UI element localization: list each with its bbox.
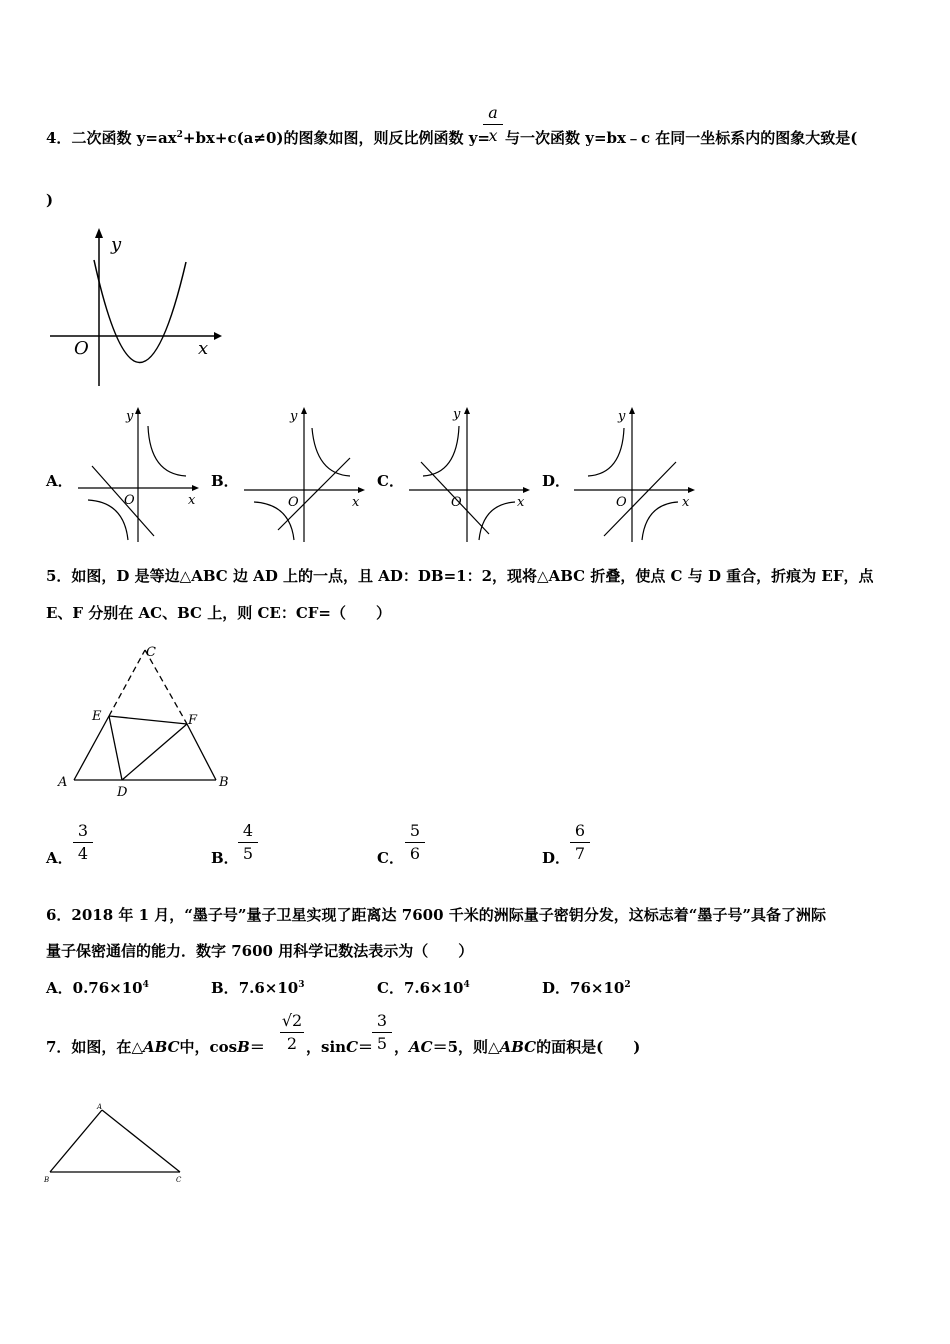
- q5-option-a-fraction[interactable]: 3 4: [73, 822, 93, 863]
- q7-cos-fraction: √2 2: [281, 1011, 303, 1053]
- q5-option-c-fraction[interactable]: 5 6: [405, 822, 425, 863]
- q4-option-a-y-label: y: [126, 409, 134, 424]
- q5-point-b-label: B: [219, 775, 229, 790]
- q7-stem-part2: ，sinC＝: [306, 1038, 374, 1056]
- q4-option-d-x-label: x: [682, 495, 690, 510]
- q5-option-d-label[interactable]: D．: [542, 849, 571, 867]
- q5-triangle-figure: [54, 640, 244, 800]
- q4-option-c-x-label: x: [517, 495, 525, 510]
- q6-stem-line1: 6．2018 年 1 月，“墨子号”量子卫星实现了距离达 7600 千米的洲际量子密钥分发，这标志着“墨子号”具备了洲际: [46, 906, 826, 924]
- q6-option-b[interactable]: B．$7.6\times 10^3$: [211, 979, 305, 997]
- q7-sin-fraction: 3 5: [372, 1012, 392, 1053]
- q7-triangle-figure: [42, 1100, 192, 1190]
- q4-option-a-origin-label: O: [124, 493, 135, 508]
- q7-point-c-label: C: [176, 1176, 182, 1184]
- q4-option-a-graph[interactable]: [74, 404, 204, 544]
- q4-option-c-origin-label: O: [451, 495, 462, 510]
- q4-option-c-label[interactable]: C．: [377, 472, 404, 490]
- q6-option-d[interactable]: D．$76\times 10^2$: [542, 979, 631, 997]
- q7-stem-part1: 7．如图，在△ABC中，cosB＝: [46, 1038, 265, 1056]
- q5-stem-line2: E、F 分别在 AC、BC 上，则 CE：CF=（ ）: [46, 604, 391, 622]
- q5-point-f-label: F: [188, 713, 198, 728]
- q4-main-x-label: x: [198, 338, 209, 359]
- q4-option-b-graph[interactable]: [240, 404, 370, 544]
- q4-option-d-label[interactable]: D．: [542, 472, 571, 490]
- q6-option-a[interactable]: A．$0.76\times 10^4$: [46, 979, 149, 997]
- q4-option-d-graph[interactable]: [570, 404, 700, 544]
- q7-stem-part3: ，AC＝5，则△ABC的面积是( ): [394, 1038, 641, 1056]
- q7-point-a-label: A: [97, 1103, 103, 1111]
- q4-option-d-origin-label: O: [616, 495, 627, 510]
- q4-option-c-y-label: y: [453, 407, 461, 422]
- q5-option-b-fraction[interactable]: 4 5: [238, 822, 258, 863]
- q5-option-d-fraction[interactable]: 6 7: [570, 822, 590, 863]
- q5-option-a-label[interactable]: A．: [46, 849, 73, 867]
- q5-option-b-label[interactable]: B．: [211, 849, 239, 867]
- q5-point-d-label: D: [117, 785, 128, 800]
- q4-option-b-x-label: x: [352, 495, 360, 510]
- q6-stem-line2: 量子保密通信的能力．数字 7600 用科学记数法表示为（ ）: [46, 942, 474, 960]
- q4-parabola-graph: [44, 224, 224, 394]
- q4-fraction-a-over-x: a x: [483, 104, 503, 145]
- q4-option-b-label[interactable]: B．: [211, 472, 239, 490]
- q5-point-c-label: C: [146, 645, 156, 660]
- q4-option-c-graph[interactable]: [405, 404, 535, 544]
- q6-option-c[interactable]: C．$7.6\times 10^4$: [377, 979, 470, 997]
- q4-stem-tail: 与一次函数 y=bx﹣c 在同一坐标系内的图象大致是(: [505, 129, 858, 147]
- q4-stem: 4．二次函数 $y=ax^2+bx+c(a\ne 0)$的图象如图，则反比例函数 y=: [46, 129, 491, 147]
- q4-main-y-label: y: [111, 234, 122, 255]
- q4-main-origin-label: O: [74, 338, 89, 359]
- q5-point-a-label: A: [58, 775, 68, 790]
- q5-option-c-label[interactable]: C．: [377, 849, 404, 867]
- q4-option-a-x-label: x: [188, 493, 196, 508]
- q4-option-a-label[interactable]: A．: [46, 472, 73, 490]
- q4-option-d-y-label: y: [618, 409, 626, 424]
- q5-point-e-label: E: [92, 709, 102, 724]
- q5-stem-line1: 5．如图，D 是等边△ABC 边 AD 上的一点，且 AD：DB=1：2，现将△ABC 折叠，使点 C 与 D 重合，折痕为 EF，点: [46, 567, 874, 585]
- q7-point-b-label: B: [44, 1176, 50, 1184]
- q4-close-paren: ): [46, 191, 54, 209]
- q4-option-b-origin-label: O: [288, 495, 299, 510]
- q4-option-b-y-label: y: [290, 409, 298, 424]
